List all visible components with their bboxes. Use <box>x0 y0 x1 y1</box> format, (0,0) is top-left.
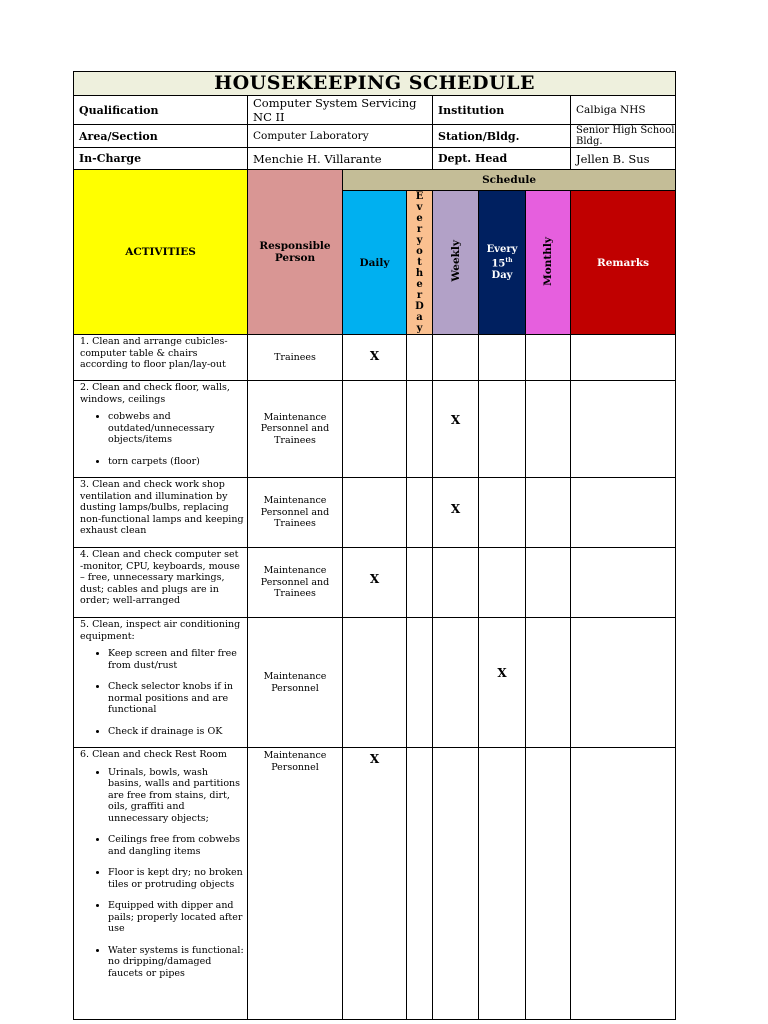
table-row <box>74 618 676 748</box>
every-other-day-letter: e <box>416 279 423 290</box>
every-other-day-letter: h <box>415 268 424 279</box>
schedule-cell-every15 <box>479 618 526 748</box>
remarks-header: Remarks <box>571 191 676 335</box>
list-item: • Check selector knobs if in normal positions and are functional <box>108 681 244 716</box>
activity-text: 5. Clean, inspect air conditioning equipment: <box>80 619 241 642</box>
every-other-day-letter: e <box>416 213 423 224</box>
every-other-day-header <box>407 191 433 335</box>
responsible-cell: Maintenance Personnel <box>248 618 343 748</box>
activity-text: 1. Clean and arrange cubicles-computer table & chairs according to floor plan/lay-out <box>80 336 228 370</box>
schedule-cell-eod <box>407 548 433 618</box>
responsible-cell: Maintenance Personnel and Trainees <box>248 548 343 618</box>
schedule-cell-eod <box>407 618 433 748</box>
every15-line2: 15 <box>491 258 506 270</box>
schedule-cell-monthly <box>526 748 571 1020</box>
table-row <box>74 478 676 548</box>
schedule-cell-weekly <box>433 748 479 1020</box>
every-other-day-letter: r <box>416 290 423 301</box>
activity-cell <box>74 335 248 381</box>
every-other-day-letter: y <box>416 235 423 246</box>
activity-text: 2. Clean and check floor, walls, windows, ceilings <box>80 382 230 405</box>
schedule-cell-remarks <box>571 548 676 618</box>
activity-bullets <box>80 411 244 467</box>
responsible-cell: Trainees <box>248 335 343 381</box>
activity-cell <box>74 548 248 618</box>
incharge-label: In-Charge <box>74 148 248 170</box>
schedule-cell-daily <box>343 618 407 748</box>
qualification-value: Computer System Servicing NC II <box>248 96 433 125</box>
housekeeping-schedule-document <box>73 71 675 1020</box>
schedule-cell-daily <box>343 478 407 548</box>
schedule-mark: X <box>497 666 507 680</box>
info-row-area <box>74 125 676 148</box>
every-other-day-letter: E <box>415 191 424 202</box>
table-row <box>74 748 676 1020</box>
schedule-cell-remarks <box>571 748 676 1020</box>
schedule-cell-daily <box>343 381 407 478</box>
every-other-day-letter: D <box>415 301 424 312</box>
schedule-mark: X <box>450 502 461 516</box>
schedule-cell-weekly <box>433 478 479 548</box>
schedule-mark: X <box>369 572 380 586</box>
responsible-cell: Maintenance Personnel and Trainees <box>248 478 343 548</box>
schedule-cell-eod <box>407 478 433 548</box>
list-item: • Keep screen and filter free from dust/rust <box>108 648 244 671</box>
table-row <box>74 335 676 381</box>
weekly-label: Weekly <box>449 240 462 282</box>
monthly-header <box>526 191 571 335</box>
table-row <box>74 548 676 618</box>
activities-header: ACTIVITIES <box>74 170 248 335</box>
station-value: Senior High School Bldg. <box>571 125 676 148</box>
every15-sup: th <box>505 257 513 265</box>
activity-cell <box>74 381 248 478</box>
activity-bullets <box>80 648 244 737</box>
schedule-cell-eod <box>407 381 433 478</box>
every15-line1: Every <box>486 244 518 256</box>
activity-rows <box>74 335 676 1020</box>
every-15th-day-header <box>479 191 526 335</box>
every-other-day-letter: o <box>416 246 423 257</box>
schedule-mark: X <box>369 349 380 363</box>
schedule-cell-weekly <box>433 335 479 381</box>
every-other-day-letter: t <box>417 257 422 268</box>
schedule-cell-eod <box>407 748 433 1020</box>
schedule-cell-remarks <box>571 381 676 478</box>
schedule-header: Schedule <box>343 170 676 191</box>
list-item: • Equipped with dipper and pails; properly located after use <box>108 900 244 935</box>
responsible-cell: Maintenance Personnel <box>248 748 343 1020</box>
area-label: Area/Section <box>74 125 248 148</box>
activity-text: 4. Clean and check computer set -monitor, CPU, keyboards, mouse – free, unnecessary markings, dust; cables and plugs are in order; well-arranged <box>80 549 240 606</box>
every-other-day-letter: y <box>416 323 423 334</box>
schedule-cell-remarks <box>571 618 676 748</box>
schedule-cell-monthly <box>526 618 571 748</box>
institution-label: Institution <box>433 96 571 125</box>
daily-header: Daily <box>343 191 407 335</box>
every-other-day-letters <box>407 191 432 334</box>
schedule-cell-eod <box>407 335 433 381</box>
depthead-label: Dept. Head <box>433 148 571 170</box>
every15-line3: Day <box>491 269 513 281</box>
every-other-day-letter: v <box>416 202 423 213</box>
schedule-cell-daily <box>343 748 407 1020</box>
list-item: • Water systems is functional: no dripping/damaged faucets or pipes <box>108 945 244 980</box>
activity-bullets <box>80 767 244 980</box>
schedule-cell-remarks <box>571 478 676 548</box>
incharge-value: Menchie H. Villarante <box>248 148 433 170</box>
schedule-mark: X <box>369 752 380 766</box>
list-item: • Floor is kept dry; no broken tiles or protruding objects <box>108 867 244 890</box>
table-row <box>74 381 676 478</box>
monthly-label: Monthly <box>542 236 554 286</box>
schedule-cell-every15 <box>479 335 526 381</box>
schedule-cell-remarks <box>571 335 676 381</box>
schedule-cell-monthly <box>526 548 571 618</box>
activity-text: 6. Clean and check Rest Room <box>80 749 227 760</box>
schedule-cell-daily <box>343 335 407 381</box>
institution-value: Calbiga NHS <box>571 96 676 125</box>
every-other-day-letter: r <box>416 224 423 235</box>
schedule-cell-every15 <box>479 748 526 1020</box>
schedule-cell-weekly <box>433 381 479 478</box>
area-value: Computer Laboratory <box>248 125 433 148</box>
document-title: HOUSEKEEPING SCHEDULE <box>74 72 676 96</box>
list-item: • torn carpets (floor) <box>108 456 244 468</box>
schedule-mark: X <box>450 413 461 427</box>
schedule-table <box>73 71 676 1020</box>
activity-text: 3. Clean and check work shop ventilation and illumination by dusting lamps/bulbs, replacing non-functional lamps and keeping exhaust clean <box>80 479 244 536</box>
depthead-value: Jellen B. Sus <box>571 148 676 170</box>
schedule-cell-weekly <box>433 618 479 748</box>
activity-cell <box>74 618 248 748</box>
schedule-cell-monthly <box>526 478 571 548</box>
weekly-header <box>433 191 479 335</box>
schedule-cell-monthly <box>526 381 571 478</box>
activity-cell <box>74 748 248 1020</box>
header-row-top <box>74 170 676 191</box>
every-other-day-letter: a <box>416 312 423 323</box>
list-item: • Urinals, bowls, wash basins, walls and partitions are free from stains, dirt, oils, graffiti and unnecessary objects; <box>108 767 244 825</box>
schedule-cell-every15 <box>479 381 526 478</box>
activity-cell <box>74 478 248 548</box>
info-row-qualification <box>74 96 676 125</box>
list-item: • Ceilings free from cobwebs and dangling items <box>108 834 244 857</box>
schedule-cell-monthly <box>526 335 571 381</box>
list-item: • Check if drainage is OK <box>108 726 244 738</box>
list-item: • cobwebs and outdated/unnecessary objects/items <box>108 411 244 446</box>
station-label: Station/Bldg. <box>433 125 571 148</box>
info-row-incharge <box>74 148 676 170</box>
responsible-header: Responsible Person <box>248 170 343 335</box>
schedule-cell-weekly <box>433 548 479 618</box>
schedule-cell-every15 <box>479 478 526 548</box>
qualification-label: Qualification <box>74 96 248 125</box>
schedule-cell-every15 <box>479 548 526 618</box>
responsible-cell: Maintenance Personnel and Trainees <box>248 381 343 478</box>
schedule-cell-daily <box>343 548 407 618</box>
